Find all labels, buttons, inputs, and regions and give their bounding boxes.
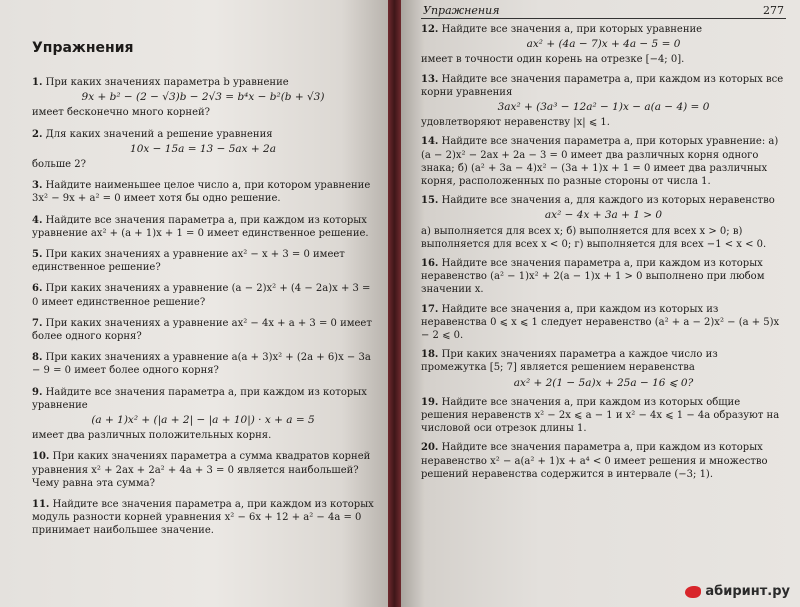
exercise-item <box>421 23 786 67</box>
exercise-text: Найдите все значения параметра a, при которых уравнение: <box>441 136 766 148</box>
exercise-item <box>32 282 374 308</box>
exercise-item <box>421 73 786 130</box>
right-page <box>401 0 800 607</box>
exercise-text: Найдите все значения a, для каждого из которых неравенство <box>441 195 775 207</box>
section-title: Упражнения <box>32 40 134 56</box>
exercise-number: 8. <box>32 352 43 364</box>
exercise-number: 3. <box>32 180 43 192</box>
exercise-item <box>32 498 374 538</box>
exercise-text: Найдите все значения a, при каждом из которых из неравенства 0 ⩽ x ⩽ 1 следует неравенство (a² + a − 2)x² − (a + 5)x − 2 ⩽ 0. <box>421 303 780 342</box>
exercise-formula: 10x − 15a = 13 − 5ax + 2a <box>130 142 276 155</box>
exercise-item <box>421 257 786 297</box>
exercise-text: Найдите наименьшее целое число a, при котором уравнение 3x² − 9x + a² = 0 имеет хотя бы одно решение. <box>32 180 371 205</box>
exercise-text: При каких значениях a уравнение ax² − x + 3 = 0 имеет единственное решение? <box>32 249 345 274</box>
exercise-item <box>421 135 786 188</box>
exercise-text: При каких значениях a уравнение ax² − 4x + a + 3 = 0 имеет более одного корня? <box>32 317 372 343</box>
exercise-item <box>32 128 374 172</box>
exercise-text: Найдите все значения a, при каждом из которых общие решения неравенств x² − 2x ⩽ a − 1 и x² − 4x ⩽ 1 − 4a образуют на числовой оси отрезок длины 1. <box>421 396 780 435</box>
exercise-text: Найдите все значения параметра a, при каждом из которых неравенство (a² − 1)x² + 2(a − 1)x + 1 > 0 выполнено при любом значении x. <box>421 258 765 296</box>
exercise-item <box>32 317 374 343</box>
exercise-number: 14. <box>421 136 439 148</box>
left-problem-list <box>32 76 374 538</box>
running-header <box>421 4 786 19</box>
exercise-number: 20. <box>421 442 439 454</box>
exercise-item <box>421 303 786 343</box>
exercise-number: 11. <box>32 499 50 511</box>
exercise-item <box>421 194 786 251</box>
exercise-continuation: имеет бесконечно много корней? <box>32 107 211 119</box>
exercise-text: При каких значениях a уравнение (a − 2)x² + (4 − 2a)x + 3 = 0 имеет единственное решение? <box>32 283 371 308</box>
exercise-item <box>32 351 374 377</box>
exercise-text: Найдите все значения параметра a, при каждом из которых неравенство x² − a(a² + 1)x + a⁴ < 0 имеет решения и множество решений неравенства содержится в интервале (−3; 1). <box>421 442 768 480</box>
exercise-number: 2. <box>32 128 43 140</box>
exercise-number: 5. <box>32 249 43 261</box>
exercise-continuation: имеет два различных положительных корня. <box>32 430 272 442</box>
page-number: 277 <box>763 4 784 17</box>
exercise-number: 18. <box>421 349 439 361</box>
exercise-number: 16. <box>421 258 439 270</box>
right-problem-list <box>421 23 786 481</box>
exercise-continuation: имеет в точности один корень на отрезке [−4; 0]. <box>421 54 685 66</box>
exercise-number: 4. <box>32 214 43 226</box>
exercise-text: Найдите все значения параметра a, при каждом из которых все корни уравнения <box>421 73 784 98</box>
exercise-number: 1. <box>32 77 43 88</box>
exercise-number: 17. <box>421 303 439 315</box>
running-header-title: Упражнения <box>423 4 500 17</box>
exercise-text: При каких значениях параметра a каждое число из промежутка [5; 7] является решением неравенства <box>421 349 718 374</box>
exercise-formula: ax² − 4x + 3a + 1 > 0 <box>544 209 663 222</box>
exercise-item <box>421 441 786 481</box>
exercise-number: 7. <box>32 317 43 329</box>
exercise-item <box>32 179 374 205</box>
watermark <box>685 584 790 599</box>
exercise-text: Найдите все значения a, при которых уравнение <box>441 24 703 35</box>
exercise-formula: (a + 1)x² + (|a + 2| − |a + 10|) · x + a = 5 <box>91 414 315 427</box>
exercise-text: При каких значениях a уравнение a(a + 3)x² + (2a + 6)x − 3a − 9 = 0 имеет более одного корня? <box>32 352 371 377</box>
exercise-item <box>32 248 374 274</box>
labyrinth-bird-icon <box>685 586 701 598</box>
exercise-item <box>421 348 786 390</box>
watermark-text: абиринт.ру <box>705 584 790 599</box>
exercise-continuation: а) (a − 2)x² − 2ax + 2a − 3 = 0 имеет два различных корня одного знака; б) (a² + 3a − 4)x² − (3a + 1)x + 1 = 0 имеет два различных корня, расположенных по разные стороны от числа 1. <box>421 136 779 188</box>
exercise-text: Для каких значений a решение уравнения <box>45 128 273 140</box>
exercise-text: Найдите все значения параметра a, при каждом из которых уравнение <box>32 386 367 411</box>
exercise-continuation: а) выполняется для всех x; б) выполняется для всех x > 0; в) выполняется для всех x < 0; г) выполняется для всех −1 < x < 0. <box>421 225 767 250</box>
exercise-formula: 3ax² + (3a³ − 12a² − 1)x − a(a − 4) = 0 <box>497 101 710 114</box>
exercise-number: 10. <box>32 451 50 463</box>
exercise-text: При каких значениях параметра a сумма квадратов корней уравнения x² + 2ax + 2a² + 4a + 3 = 0 является наибольшей? Чему равна эта сумма? <box>32 451 371 489</box>
exercise-continuation: больше 2? <box>32 159 86 171</box>
left-page <box>0 0 388 607</box>
exercise-text: Найдите все значения параметра a, при каждом из которых модуль разности корней уравнения x² − 6x + 12 + a² − 4a = 0 принимает наибольшее значение. <box>32 499 374 537</box>
exercise-text: При каких значениях параметра b уравнение <box>45 77 289 88</box>
exercise-continuation: удовлетворяют неравенству |x| ⩽ 1. <box>421 117 610 129</box>
exercise-item <box>32 450 374 490</box>
exercise-formula: ax² + (4a − 7)x + 4a − 5 = 0 <box>526 38 681 51</box>
book-gutter <box>388 0 401 607</box>
exercise-formula: ax² + 2(1 − 5a)x + 25a − 16 ⩽ 0? <box>513 376 694 389</box>
exercise-number: 6. <box>32 283 43 295</box>
exercise-item <box>32 386 374 443</box>
exercise-number: 9. <box>32 386 43 398</box>
exercise-number: 15. <box>421 195 439 207</box>
exercise-formula: 9x + b² − (2 − √3)b − 2√3 = b⁴x − b²(b + √3) <box>81 91 325 104</box>
exercise-number: 19. <box>421 396 439 408</box>
exercise-number: 12. <box>421 24 439 35</box>
exercise-item <box>32 214 374 240</box>
exercise-item <box>421 396 786 436</box>
exercise-item <box>32 76 374 120</box>
exercise-number: 13. <box>421 73 439 85</box>
exercise-text: Найдите все значения параметра a, при каждом из которых уравнение ax² + (a + 1)x + 1 = 0 имеет единственное решение. <box>32 214 369 239</box>
